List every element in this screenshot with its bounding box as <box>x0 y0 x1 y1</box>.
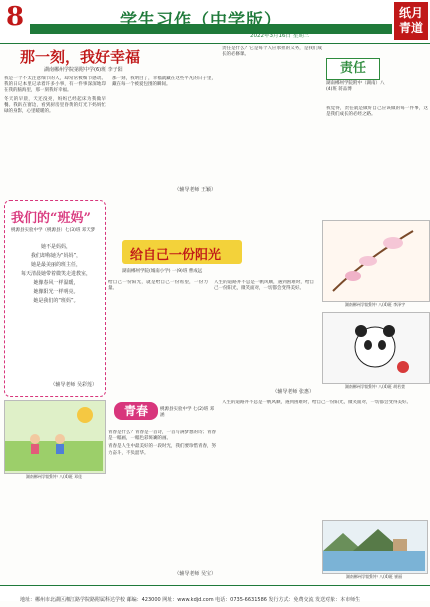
caption-img3: 湖南郴州学院附中 八(4)班 邓佳 <box>25 474 83 479</box>
panda-artwork-icon <box>323 313 427 381</box>
caption-img1: 湖南郴州学院附中 八(4)班 李泽宇 <box>344 302 406 307</box>
article-responsibility-byline: 湖南郴州学院附中（湖南）八(4)班 蒋品博 <box>326 81 385 92</box>
article-sunshine-teacher: （辅导老师 张惠） <box>272 389 314 395</box>
article-class-mom-title: 我们的“班妈” <box>11 211 91 226</box>
paragraph: 人生的道路并不总是一帆风顺，遇到困难时，给自己一份阳光，微笑面对，一切都会变得美好。 <box>214 280 314 292</box>
caption-img4: 湖南郴州学院附中 八(4)班 崔丽 <box>345 574 403 579</box>
article-happiness-teacher: （辅导老师 王颖） <box>174 187 216 193</box>
poem-line: 她是最美丽的班主任， <box>30 262 81 268</box>
magnolia-artwork-icon <box>323 221 427 299</box>
article-class-mom-teacher: （辅导老师 吴彩莲） <box>50 382 97 388</box>
article-sunshine <box>108 240 428 395</box>
poem-line: 她像春风一样温暖， <box>33 280 79 286</box>
website-bar-text: 科达资讯学报 / http://www.kdjd.com <box>34 35 121 41</box>
article-class-mom-poem <box>13 243 99 373</box>
caption-img2: 湖南郴州学院附中 八(4)班 胡若萱 <box>344 384 406 389</box>
poem-line: 她是我们的“班妈”。 <box>33 298 79 304</box>
article-responsibility-col1 <box>222 46 322 231</box>
column-badge-line2: 青道 <box>398 21 423 35</box>
article-happiness-title: 那一刻，我好幸福 <box>20 48 141 66</box>
paragraph: 我是一个不太注意细节的人，却常常被细节感动。我的日记本里记录着许多小事，有一件事深深地印在我的脑海里，那一刻我好幸福。 <box>4 76 106 94</box>
landscape-artwork-icon <box>323 521 425 571</box>
article-youth-teacher: （辅导老师 吴宝） <box>174 571 216 577</box>
footer-text: 地址：郴州市北湖区湘江路学院路附属科达学校 邮编：423000 网址：www.kdjd.com 电话：0735-6631586 发行方式：免费交流 发送对象：本市师生 <box>20 597 361 603</box>
poem-line: 每天清晨她带着微笑走进教室， <box>20 271 91 277</box>
article-responsibility <box>222 46 428 236</box>
article-sunshine-byline: 湖南郴州学院(城南小学) 一(9)班 曹成远 <box>122 269 203 274</box>
paragraph: 给自己一份阳光，就是给自己一份希望，一份力量。 <box>108 280 208 292</box>
poem-line: 她像阳光一样明亮。 <box>33 289 79 295</box>
poem-line: 我们却称她为“妈妈”， <box>30 253 82 259</box>
article-responsibility-title: 责任 <box>326 58 380 80</box>
article-responsibility-col2 <box>326 106 428 216</box>
artwork-landscape <box>322 520 428 574</box>
article-youth <box>108 400 218 580</box>
article-sunshine-title: 给自己一份阳光 <box>130 248 222 263</box>
paragraph: 青春是什么？青春是一首诗，一首写满梦想的诗；青春是一幅画，一幅色彩斑斓的画。 <box>108 430 216 442</box>
artwork-children <box>4 400 106 474</box>
artwork-panda <box>322 312 430 384</box>
article-sunshine-banner <box>122 240 242 264</box>
children-field-artwork-icon <box>5 401 103 471</box>
paragraph: 那一刻，我明白了，幸福就藏在这些平凡的日子里，藏在每一个被爱包围的瞬间。 <box>112 76 216 88</box>
article-happiness-col2 <box>112 76 216 186</box>
column-badge <box>394 2 428 40</box>
header-rule <box>0 43 430 44</box>
article-sunshine-col1 <box>108 280 208 390</box>
issue-info: 2022年3月16日 星期三 <box>250 33 310 39</box>
paragraph: 青春是人生中最美好的一段时光，我们要珍惜青春，努力奋斗，不负韶华。 <box>108 444 216 456</box>
paragraph: 冬天的早晨，天还没亮，妈妈已经起床为我做早餐。我趴在窗边，看到厨房里昏黄的灯光下妈妈忙碌的身影，心里暖暖的。 <box>4 96 106 115</box>
paragraph: 人生的道路并不总是一帆风顺，遇到困难时，给自己一份阳光，微笑面对，一切都会变得美好。 <box>222 400 411 405</box>
page-number: 8 <box>6 2 25 32</box>
article-youth-title: 青春 <box>114 402 158 420</box>
column-badge-line1: 纸月 <box>398 6 423 20</box>
poem-line: 她不是妈妈， <box>40 244 71 250</box>
article-continued <box>222 400 428 520</box>
article-class-mom-byline: 桃源县实验中学（桃源县）七(3)班 邓天梦 <box>11 228 96 233</box>
page-footer <box>0 585 430 601</box>
article-happiness <box>4 46 216 196</box>
paragraph: 责任是什么？它是每个人应承担的义务，是我们成长的必修课。 <box>222 46 322 58</box>
page-header <box>0 0 430 44</box>
article-youth-byline: 桃源县实验中学 七(2)班 邓涵 <box>160 407 215 418</box>
masthead: 学生习作（中学版） <box>120 11 282 31</box>
article-happiness-byline: 湖南郴州学院第附中学(6)班 李子阳 <box>44 67 123 73</box>
article-class-mom <box>4 200 106 397</box>
paragraph: 我觉得，责任就是做好自己应该做的每一件事，这是我们成长的必经之路。 <box>326 106 428 118</box>
artwork-magnolia <box>322 220 430 302</box>
article-happiness-col1 <box>4 76 106 196</box>
article-youth-body <box>108 430 216 570</box>
article-sunshine-col2 <box>214 280 314 390</box>
